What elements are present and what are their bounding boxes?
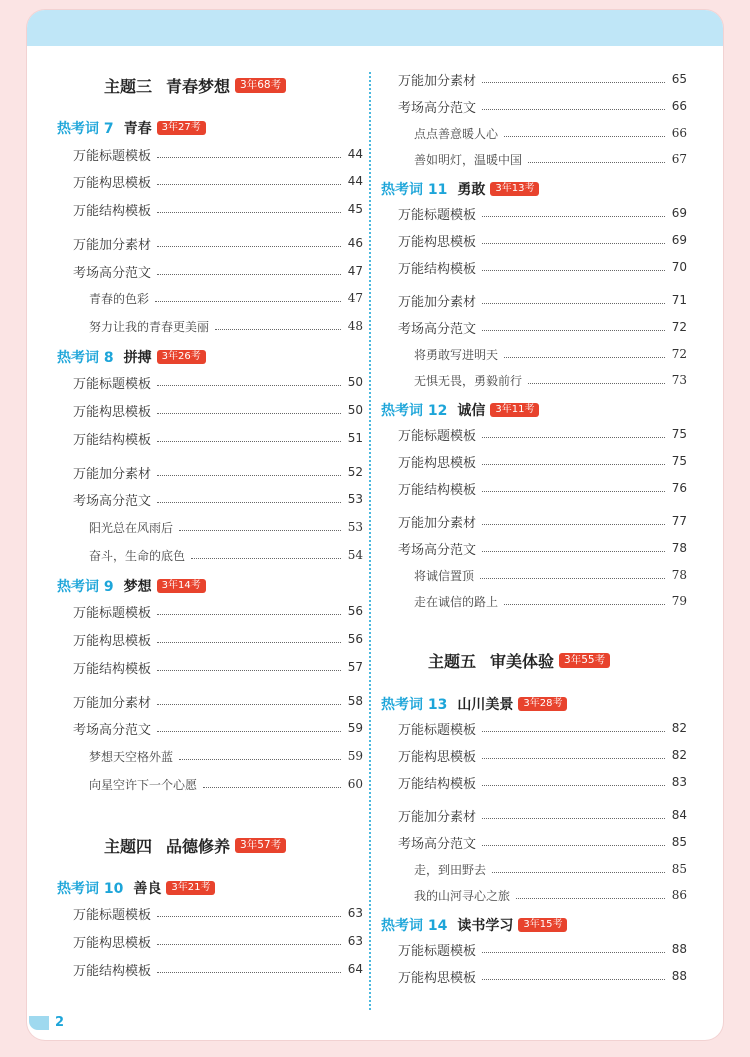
header-band [27, 10, 723, 46]
toc-entry[interactable] [73, 400, 363, 420]
keyword-title: 善良 [133, 881, 162, 897]
toc-subentry[interactable] [414, 859, 687, 879]
entry-label: 万能结构模板 [73, 203, 152, 219]
frequency-badge: 3年55考 [559, 653, 610, 668]
frequency-badge: 3年28考 [518, 697, 567, 711]
dot-leader [482, 952, 665, 953]
toc-entry[interactable] [73, 601, 363, 621]
page-number-ref: 44 [347, 147, 363, 161]
toc-subentry[interactable] [89, 316, 363, 336]
page-number-ref: 50 [347, 375, 363, 389]
page-tab-icon [29, 1016, 49, 1030]
toc-entry[interactable] [73, 931, 363, 951]
page-number-ref: 53 [347, 492, 363, 506]
page-number-ref: 75 [671, 427, 687, 441]
page-number-ref: 76 [671, 481, 687, 495]
dot-leader [157, 916, 341, 917]
toc-entry[interactable] [73, 629, 363, 649]
keyword-heading[interactable] [381, 694, 567, 714]
entry-label: 向星空许下一个心愿 [89, 777, 198, 792]
page-number-ref: 51 [347, 431, 363, 445]
page-number-ref: 77 [671, 514, 687, 528]
entry-label: 考场高分范文 [398, 836, 477, 852]
entry-label: 青春的色彩 [89, 291, 150, 306]
frequency-badge: 3年13考 [490, 182, 539, 196]
dot-leader [203, 787, 341, 788]
entry-label: 考场高分范文 [73, 265, 152, 281]
dot-leader [482, 491, 665, 492]
toc-entry[interactable] [73, 657, 363, 677]
entry-label: 万能结构模板 [398, 482, 477, 498]
dot-leader [482, 731, 665, 732]
page-number-ref: 69 [671, 206, 687, 220]
keyword-number: 热考词 8 [57, 350, 114, 366]
toc-entry[interactable] [73, 261, 363, 281]
entry-label: 万能结构模板 [73, 963, 152, 979]
dot-leader [482, 818, 665, 819]
entry-label: 走在诚信的路上 [414, 594, 499, 609]
entry-label: 万能加分素材 [73, 466, 152, 482]
keyword-title: 勇敢 [457, 182, 486, 198]
toc-entry[interactable] [73, 199, 363, 219]
dot-leader [482, 303, 665, 304]
entry-label: 万能构思模板 [73, 175, 152, 191]
page-number-ref: 57 [347, 660, 363, 674]
page-number-ref: 48 [347, 319, 363, 333]
dot-leader [157, 212, 341, 213]
page-number-ref: 53 [347, 520, 363, 534]
keyword-title: 拼搏 [123, 350, 152, 366]
page-number-ref: 47 [347, 264, 363, 278]
page-number-ref: 45 [347, 202, 363, 216]
page-number-ref: 85 [671, 862, 687, 876]
entry-label: 万能结构模板 [398, 776, 477, 792]
toc-entry[interactable] [398, 832, 687, 852]
toc-entry[interactable] [398, 718, 687, 738]
page-number-ref: 78 [671, 541, 687, 555]
toc-entry[interactable] [73, 718, 363, 738]
toc-subentry[interactable] [414, 370, 687, 390]
entry-label: 万能加分素材 [398, 809, 477, 825]
dot-leader [157, 731, 341, 732]
theme-heading [104, 74, 286, 97]
toc-entry[interactable] [398, 203, 687, 223]
dot-leader [157, 972, 341, 973]
page-number-ref: 86 [671, 888, 687, 902]
entry-label: 万能构思模板 [73, 633, 152, 649]
page-number-ref: 59 [347, 721, 363, 735]
page-number-ref: 75 [671, 454, 687, 468]
keyword-number: 热考词 10 [57, 881, 124, 897]
toc-entry[interactable] [73, 171, 363, 191]
theme-heading [428, 649, 610, 672]
page-number-ref: 82 [671, 721, 687, 735]
toc-subentry[interactable] [414, 591, 687, 611]
entry-label: 万能标题模板 [398, 943, 477, 959]
entry-label: 万能构思模板 [73, 935, 152, 951]
entry-label: 万能标题模板 [73, 376, 152, 392]
entry-label: 万能加分素材 [73, 237, 152, 253]
entry-label: 万能加分素材 [398, 73, 477, 89]
theme-title: 审美体验 [490, 652, 555, 671]
toc-subentry[interactable] [89, 288, 363, 308]
page-number-ref: 52 [347, 465, 363, 479]
dot-leader [179, 759, 341, 760]
keyword-heading[interactable] [381, 179, 539, 199]
page-number-ref: 58 [347, 694, 363, 708]
page-number-ref: 73 [671, 373, 687, 387]
page-number-ref: 67 [671, 152, 687, 166]
keyword-number: 热考词 11 [381, 182, 448, 198]
entry-label: 万能构思模板 [73, 404, 152, 420]
page-number-ref: 65 [671, 72, 687, 86]
keyword-heading[interactable] [57, 118, 206, 138]
dot-leader [215, 329, 341, 330]
entry-label: 万能标题模板 [398, 428, 477, 444]
keyword-number: 热考词 13 [381, 697, 448, 713]
entry-label: 无惧无畏，勇毅前行 [414, 373, 523, 388]
entry-label: 考场高分范文 [73, 493, 152, 509]
frequency-badge: 3年14考 [157, 579, 206, 593]
theme-title: 青春梦想 [166, 77, 231, 96]
toc-subentry[interactable] [414, 123, 687, 143]
toc-entry[interactable] [73, 691, 363, 711]
page-number-ref: 72 [671, 347, 687, 361]
page-number-ref: 54 [347, 548, 363, 562]
entry-label: 万能加分素材 [398, 294, 477, 310]
keyword-number: 热考词 7 [57, 121, 114, 137]
entry-label: 万能结构模板 [73, 661, 152, 677]
page-number-ref: 88 [671, 942, 687, 956]
entry-label: 考场高分范文 [398, 542, 477, 558]
keyword-title: 梦想 [123, 579, 152, 595]
toc-subentry[interactable] [414, 565, 687, 585]
toc-entry[interactable] [398, 939, 687, 959]
toc-entry[interactable] [398, 69, 687, 89]
toc-entry[interactable] [398, 511, 687, 531]
toc-entry[interactable] [73, 959, 363, 979]
dot-leader [157, 944, 341, 945]
toc-entry[interactable] [398, 290, 687, 310]
frequency-badge: 3年68考 [235, 78, 286, 93]
keyword-title: 山川美景 [457, 697, 514, 713]
page-number-ref: 64 [347, 962, 363, 976]
page-number-ref: 63 [347, 934, 363, 948]
entry-label: 阳光总在风雨后 [89, 520, 174, 535]
dot-leader [157, 670, 341, 671]
dot-leader [516, 898, 665, 899]
dot-leader [504, 357, 665, 358]
keyword-number: 热考词 14 [381, 918, 448, 934]
page-number-ref: 84 [671, 808, 687, 822]
theme-title: 品德修养 [166, 837, 231, 856]
entry-label: 万能构思模板 [398, 749, 477, 765]
page-number-ref: 46 [347, 236, 363, 250]
frequency-badge: 3年27考 [157, 121, 206, 135]
page-number-ref: 72 [671, 320, 687, 334]
frequency-badge: 3年21考 [166, 881, 215, 895]
page-number-ref: 44 [347, 174, 363, 188]
dot-leader [482, 437, 665, 438]
page-number-ref: 66 [671, 99, 687, 113]
entry-label: 梦想天空格外蓝 [89, 749, 174, 764]
toc-subentry[interactable] [414, 149, 687, 169]
dot-leader [482, 845, 665, 846]
toc-entry[interactable] [398, 257, 687, 277]
dot-leader [157, 274, 341, 275]
entry-label: 万能构思模板 [398, 455, 477, 471]
theme-heading [104, 834, 286, 857]
toc-subentry[interactable] [414, 344, 687, 364]
frequency-badge: 3年15考 [518, 918, 567, 932]
entry-label: 万能构思模板 [398, 234, 477, 250]
toc-entry[interactable] [398, 424, 687, 444]
page-number-ref: 59 [347, 749, 363, 763]
entry-label: 我的山河寻心之旅 [414, 888, 511, 903]
dot-leader [157, 441, 341, 442]
toc-entry[interactable] [398, 96, 687, 116]
dot-leader [480, 578, 665, 579]
dot-leader [482, 109, 665, 110]
toc-subentry[interactable] [89, 774, 363, 794]
entry-label: 万能结构模板 [73, 432, 152, 448]
dot-leader [492, 872, 665, 873]
entry-label: 考场高分范文 [398, 100, 477, 116]
dot-leader [157, 157, 341, 158]
entry-label: 万能标题模板 [73, 148, 152, 164]
dot-leader [528, 162, 665, 163]
entry-label: 将勇敢写进明天 [414, 347, 499, 362]
dot-leader [157, 184, 341, 185]
entry-label: 万能标题模板 [398, 722, 477, 738]
toc-entry[interactable] [398, 772, 687, 792]
page-number-ref: 56 [347, 632, 363, 646]
dot-leader [157, 246, 341, 247]
dot-leader [482, 243, 665, 244]
page-number-ref: 88 [671, 969, 687, 983]
dot-leader [157, 704, 341, 705]
entry-label: 考场高分范文 [398, 321, 477, 337]
keyword-heading[interactable] [57, 576, 206, 596]
entry-label: 万能标题模板 [398, 207, 477, 223]
page-number-ref: 78 [671, 568, 687, 582]
toc-entry[interactable] [398, 230, 687, 250]
dot-leader [504, 136, 665, 137]
dot-leader [155, 301, 341, 302]
toc-entry[interactable] [398, 451, 687, 471]
keyword-title: 诚信 [457, 403, 486, 419]
entry-label: 万能加分素材 [398, 515, 477, 531]
entry-label: 努力让我的青春更美丽 [89, 319, 210, 334]
page-number-ref: 66 [671, 126, 687, 140]
toc-entry[interactable] [398, 538, 687, 558]
entry-label: 万能标题模板 [73, 605, 152, 621]
dot-leader [157, 413, 341, 414]
page-number-ref: 56 [347, 604, 363, 618]
toc-subentry[interactable] [89, 746, 363, 766]
toc-entry[interactable] [398, 478, 687, 498]
toc-entry[interactable] [73, 144, 363, 164]
dot-leader [482, 785, 665, 786]
dot-leader [179, 530, 341, 531]
page-number-ref: 60 [347, 777, 363, 791]
keyword-heading[interactable] [57, 878, 215, 898]
frequency-badge: 3年11考 [490, 403, 539, 417]
entry-label: 善如明灯，温暖中国 [414, 152, 523, 167]
toc-entry[interactable] [398, 745, 687, 765]
entry-label: 点点善意暖人心 [414, 126, 499, 141]
toc-entry[interactable] [398, 966, 687, 986]
entry-label: 万能标题模板 [73, 907, 152, 923]
dot-leader [528, 383, 665, 384]
toc-entry[interactable] [398, 317, 687, 337]
page-number-ref: 85 [671, 835, 687, 849]
theme-label: 主题三 [104, 77, 153, 96]
toc-entry[interactable] [73, 372, 363, 392]
page-number [29, 1015, 64, 1030]
entry-label: 万能结构模板 [398, 261, 477, 277]
entry-label: 万能加分素材 [73, 695, 152, 711]
keyword-title: 青春 [123, 121, 152, 137]
dot-leader [504, 604, 665, 605]
dot-leader [157, 385, 341, 386]
toc-subentry[interactable] [89, 545, 363, 565]
dot-leader [482, 330, 665, 331]
dot-leader [157, 614, 341, 615]
keyword-heading[interactable] [381, 915, 567, 935]
keyword-heading[interactable] [57, 347, 206, 367]
entry-label: 将诚信置顶 [414, 568, 475, 583]
keyword-title: 读书学习 [457, 918, 514, 934]
theme-label: 主题四 [104, 837, 153, 856]
page-number-text: 2 [55, 1015, 65, 1030]
toc-entry[interactable] [73, 462, 363, 482]
dot-leader [482, 216, 665, 217]
dot-leader [482, 551, 665, 552]
column-divider [369, 72, 371, 1010]
page-number-ref: 83 [671, 775, 687, 789]
toc-page [27, 10, 723, 1040]
dot-leader [482, 270, 665, 271]
page-number-ref: 79 [671, 594, 687, 608]
entry-label: 走，到田野去 [414, 862, 487, 877]
keyword-number: 热考词 9 [57, 579, 114, 595]
dot-leader [482, 82, 665, 83]
page-number-ref: 71 [671, 293, 687, 307]
page-number-ref: 69 [671, 233, 687, 247]
theme-label: 主题五 [428, 652, 477, 671]
frequency-badge: 3年57考 [235, 838, 286, 853]
keyword-heading[interactable] [381, 400, 539, 420]
keyword-number: 热考词 12 [381, 403, 448, 419]
toc-entry[interactable] [73, 489, 363, 509]
frequency-badge: 3年26考 [157, 350, 206, 364]
toc-entry[interactable] [73, 903, 363, 923]
toc-entry[interactable] [73, 428, 363, 448]
dot-leader [482, 524, 665, 525]
dot-leader [157, 502, 341, 503]
dot-leader [157, 475, 341, 476]
page-number-ref: 50 [347, 403, 363, 417]
dot-leader [482, 464, 665, 465]
dot-leader [157, 642, 341, 643]
page-number-ref: 82 [671, 748, 687, 762]
page-number-ref: 63 [347, 906, 363, 920]
toc-subentry[interactable] [414, 885, 687, 905]
entry-label: 奋斗，生命的底色 [89, 548, 186, 563]
entry-label: 万能构思模板 [398, 970, 477, 986]
entry-label: 考场高分范文 [73, 722, 152, 738]
toc-subentry[interactable] [89, 517, 363, 537]
dot-leader [482, 979, 665, 980]
page-number-ref: 47 [347, 291, 363, 305]
dot-leader [191, 558, 341, 559]
page-number-ref: 70 [671, 260, 687, 274]
toc-entry[interactable] [398, 805, 687, 825]
toc-entry[interactable] [73, 233, 363, 253]
dot-leader [482, 758, 665, 759]
